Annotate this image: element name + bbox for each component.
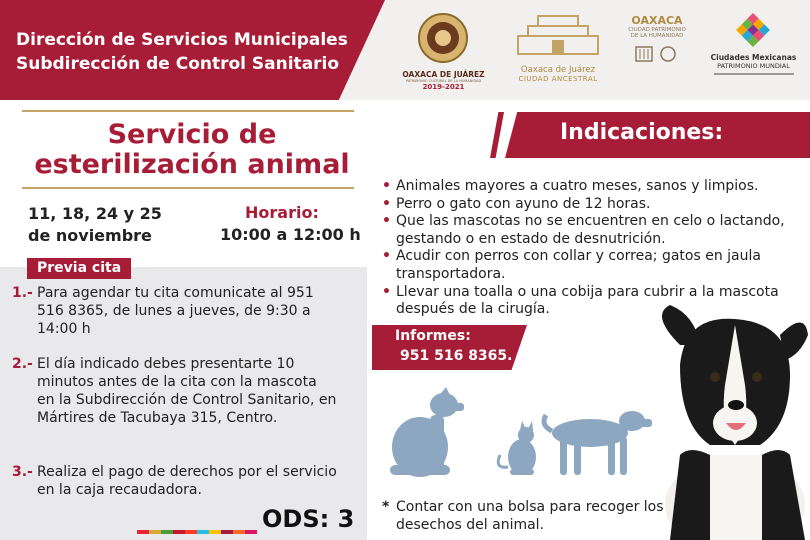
list-item-text: Acudir con perros con collar y correa; gatos en jaula transportadora. xyxy=(396,248,761,282)
list-item xyxy=(380,213,810,248)
ods-label: ODS: 3 xyxy=(262,505,355,533)
service-title-line2: esterilización animal xyxy=(34,149,350,180)
list-item xyxy=(380,178,810,196)
informes-phone: 951 516 8365. xyxy=(400,348,513,364)
service-title-line1: Servicio de xyxy=(107,119,277,150)
sdg-color-stripe xyxy=(137,530,257,534)
bullet-icon: • xyxy=(382,283,391,300)
asterisk-icon: * xyxy=(382,499,390,515)
logo3-sub2: DE LA HUMANIDAD xyxy=(630,33,684,39)
unesco-icon xyxy=(622,39,692,65)
dog-sitting-icon xyxy=(390,387,464,477)
horario-label: Horario: xyxy=(245,203,319,222)
list-item xyxy=(380,248,810,283)
dog-standing-icon xyxy=(544,411,652,475)
oaxaca-patrimonio-logo xyxy=(622,14,692,84)
indicaciones-wedge xyxy=(490,112,504,158)
seal-icon xyxy=(396,10,491,65)
step-text: Realiza el pago de derechos por el servicio en la caja recaudadora. xyxy=(37,464,337,498)
ciudad-ancestral-logo xyxy=(508,12,608,87)
header-title-line2: Subdirección de Control Sanitario xyxy=(16,54,340,74)
bullet-icon: • xyxy=(382,195,391,212)
logo4-fineprint xyxy=(714,73,794,75)
logo1-years: 2019-2021 xyxy=(422,83,465,91)
list-item-text: Llevar una toalla o una cobija para cubrir a la mascota después de la cirugía. xyxy=(396,283,779,318)
previa-cita-badge: Previa cita xyxy=(27,258,131,279)
service-title xyxy=(22,120,362,180)
cat-icon xyxy=(498,421,536,475)
bottom-rule xyxy=(22,187,354,189)
pet-silhouettes xyxy=(380,385,660,485)
footnote-text: Contar con una bolsa para recoger los desechos del animal. xyxy=(396,499,664,533)
indicaciones-title: Indicaciones: xyxy=(560,120,724,145)
step-text: Para agendar tu cita comunicate al 951 516 8365, de lunes a jueves, de 9:30 a 14:00 h xyxy=(37,285,314,337)
dates xyxy=(28,203,162,247)
list-item-text: Animales mayores a cuatro meses, sanos y limpios. xyxy=(396,178,759,194)
top-rule xyxy=(22,110,354,112)
bullet-icon: • xyxy=(382,178,391,194)
header-title-line1: Dirección de Servicios Municipales xyxy=(16,30,348,50)
logo1-name: OAXACA DE JUÁREZ xyxy=(402,70,485,79)
header xyxy=(0,0,810,100)
logo3-sub1: CIUDAD PATRIMONIO xyxy=(628,27,686,33)
dates-line1: 11, 18, 24 y 25 xyxy=(28,204,162,223)
logo1-sub: PATRIMONIO CULTURAL DE LA HUMANIDAD xyxy=(405,79,482,83)
footnote xyxy=(382,498,682,534)
header-title xyxy=(16,28,348,76)
logo2-sub: CIUDAD ANCESTRAL xyxy=(518,75,598,83)
ciudades-mexicanas-logo xyxy=(706,12,801,92)
step-number: 1.- xyxy=(12,285,33,301)
pyramid-icon xyxy=(508,12,608,60)
list-item-text: Perro o gato con ayuno de 12 horas. xyxy=(396,195,651,212)
logo4-name: Ciudades Mexicanas xyxy=(710,53,797,62)
bullet-icon: • xyxy=(382,213,391,230)
step-number: 2.- xyxy=(12,356,33,372)
dates-line2: de noviembre xyxy=(28,226,152,245)
informes-label: Informes: xyxy=(395,328,471,344)
bullet-icon: • xyxy=(382,248,391,265)
mosaic-icon xyxy=(706,12,801,48)
step-number: 3.- xyxy=(12,464,33,480)
logo3-name: OAXACA xyxy=(631,14,683,27)
indicaciones-list xyxy=(380,178,810,319)
horario-value: 10:00 a 12:00 h xyxy=(220,225,361,244)
list-item-text: Que las mascotas no se encuentren en celo o lactando, gestando o en estado de desnutrición. xyxy=(396,213,785,247)
oaxaca-de-juarez-logo xyxy=(396,10,491,95)
list-item xyxy=(380,196,810,214)
logo4-sub: PATRIMONIO MUNDIAL xyxy=(717,62,790,70)
step-text: El día indicado debes presentarte 10 minutos antes de la cita con la mascota en la Subdirección de Control Sanitario, en Mártires de Tacubaya 315, Centro. xyxy=(37,356,337,426)
logo2-name: Oaxaca de Juárez xyxy=(520,65,596,75)
